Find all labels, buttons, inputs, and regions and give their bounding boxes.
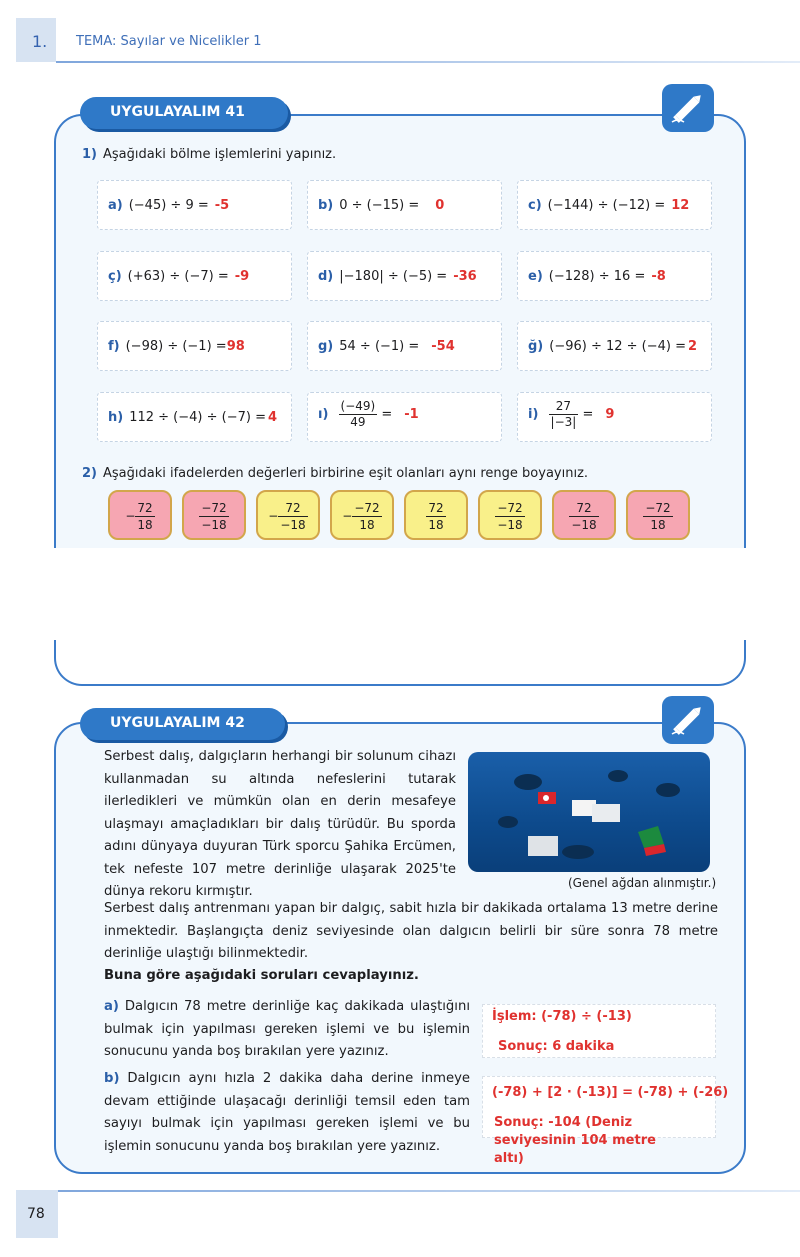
page-number: 78 [16, 1190, 58, 1238]
intro-paragraph: Serbest dalış, dalgıçların herhangi bir solunum cihazı kullanmadan su altında nefeslerini tutarak ilerledikleri ve mümkün olan en derin mesafeye ulaşmayı amaçladıkları bir dalış türüdür. Bu sporda adını dünyaya duyuran Türk sporcu Şahika Ercümen, tek nefeste 107 metre derinliğe ulaşarak 2025'te dünya rekoru kırmıştır. [104, 749, 456, 899]
division-item-i: i) $\frac{27}{|-3|}$ = 9 [517, 392, 712, 442]
answer-value: 4 [267, 410, 278, 425]
division-item-g-breve: ğ) (−96) ÷ 12 ÷ (−4) = 2 [517, 321, 712, 371]
instruction-text: Buna göre aşağıdaki soruları cevaplayınız. [104, 968, 419, 983]
fraction-box[interactable]: $\frac{-72}{-18}$ [182, 490, 246, 540]
panel-bottom-arc [54, 640, 746, 686]
fraction-box[interactable]: $\frac{-72}{-18}$ [478, 490, 542, 540]
answer-value: 9 [605, 407, 615, 422]
answer-value: 98 [226, 339, 245, 354]
fraction-box[interactable]: − $\frac{-72}{18}$ [330, 490, 394, 540]
pencil-icon [662, 696, 714, 744]
theme-title: TEMA: Sayılar ve Nicelikler 1 [76, 34, 262, 49]
header-divider [56, 61, 800, 63]
fraction-box[interactable]: $\frac{72}{18}$ [404, 490, 468, 540]
chapter-number: 1. [16, 18, 56, 62]
sub-question-b: b) Dalgıcın aynı hızla 2 dakika daha derine inmeye devam ettiğinde ulaşacağı derinliği temsil eden tam sayıyı bulmak için yapılması gereken işlemi ve bu işlemin sonucunu yanda boş bırakılan yere yazınız. [104, 1071, 471, 1154]
division-item-dotless-i: ı) $\frac{(-49)}{49}$ = -1 [307, 392, 502, 442]
answer-value: -54 [431, 339, 455, 354]
footer-divider [56, 1190, 800, 1192]
answer-a-result: Sonuç: 6 dakika [498, 1039, 615, 1054]
answer-a-operation: İşlem: (-78) ÷ (-13) [492, 1009, 632, 1024]
answer-b-result: Sonuç: -104 (Deniz seviyesinin 104 metre altı) [494, 1115, 656, 1166]
division-item-c-cedilla: ç) (+63) ÷ (−7) = -9 [97, 251, 292, 301]
division-item-b: b) 0 ÷ (−15) = 0 [307, 180, 502, 230]
division-item-e: e) (−128) ÷ 16 = -8 [517, 251, 712, 301]
answer-value: -1 [404, 407, 419, 422]
question-2: 2) Aşağıdaki ifadelerden değerleri birbirine eşit olanları aynı renge boyayınız. [82, 466, 589, 481]
fraction-box[interactable]: $\frac{72}{-18}$ [552, 490, 616, 540]
division-item-h: h) 112 ÷ (−4) ÷ (−7) = 4 [97, 392, 292, 442]
answer-value: 12 [671, 198, 690, 213]
freediving-photo [468, 752, 710, 872]
exercise-42-tag: UYGULAYALIM 42 [80, 708, 285, 740]
pencil-icon [662, 84, 714, 132]
answer-value: -5 [214, 198, 230, 213]
division-item-a: a) (−45) ÷ 9 = -5 [97, 180, 292, 230]
panel-gap [40, 548, 760, 644]
answer-value: -9 [234, 269, 250, 284]
sub-question-a: a) Dalgıcın 78 metre derinliğe kaç dakikada ulaştığını bulmak için yapılması gereken işlemi ve bu işlemin sonucunu yanda boş bırakılan yere yazınız. [104, 999, 470, 1059]
answer-value: 0 [435, 198, 445, 213]
division-item-d: d) |−180| ÷ (−5) = -36 [307, 251, 502, 301]
answer-value: -36 [453, 269, 477, 284]
question-1: 1) Aşağıdaki bölme işlemlerini yapınız. [82, 147, 337, 162]
scenario-paragraph: Serbest dalış antrenmanı yapan bir dalgıç, sabit hızla bir dakikada ortalama 13 metre derine inmektedir. Başlangıçta deniz seviyesinde olan dalgıcın belirli bir süre sonra 78 metre derinliğe ulaştığı bilinmektedir. [104, 901, 718, 961]
division-item-f: f) (−98) ÷ (−1) =98 [97, 321, 292, 371]
division-item-g: g) 54 ÷ (−1) = -54 [307, 321, 502, 371]
photo-caption: (Genel ağdan alınmıştır.) [568, 876, 717, 890]
exercise-41-tag: UYGULAYALIM 41 [80, 97, 288, 129]
answer-value: 2 [688, 339, 698, 354]
answer-value: -8 [651, 269, 666, 284]
fraction-box[interactable]: $\frac{-72}{18}$ [626, 490, 690, 540]
answer-b-operation: (-78) + [2 · (-13)] = (-78) + (-26) [492, 1085, 729, 1100]
fraction-box[interactable]: − $\frac{72}{-18}$ [256, 490, 320, 540]
division-item-c: c) (−144) ÷ (−12) = 12 [517, 180, 712, 230]
fraction-box[interactable]: − $\frac{72}{18}$ [108, 490, 172, 540]
